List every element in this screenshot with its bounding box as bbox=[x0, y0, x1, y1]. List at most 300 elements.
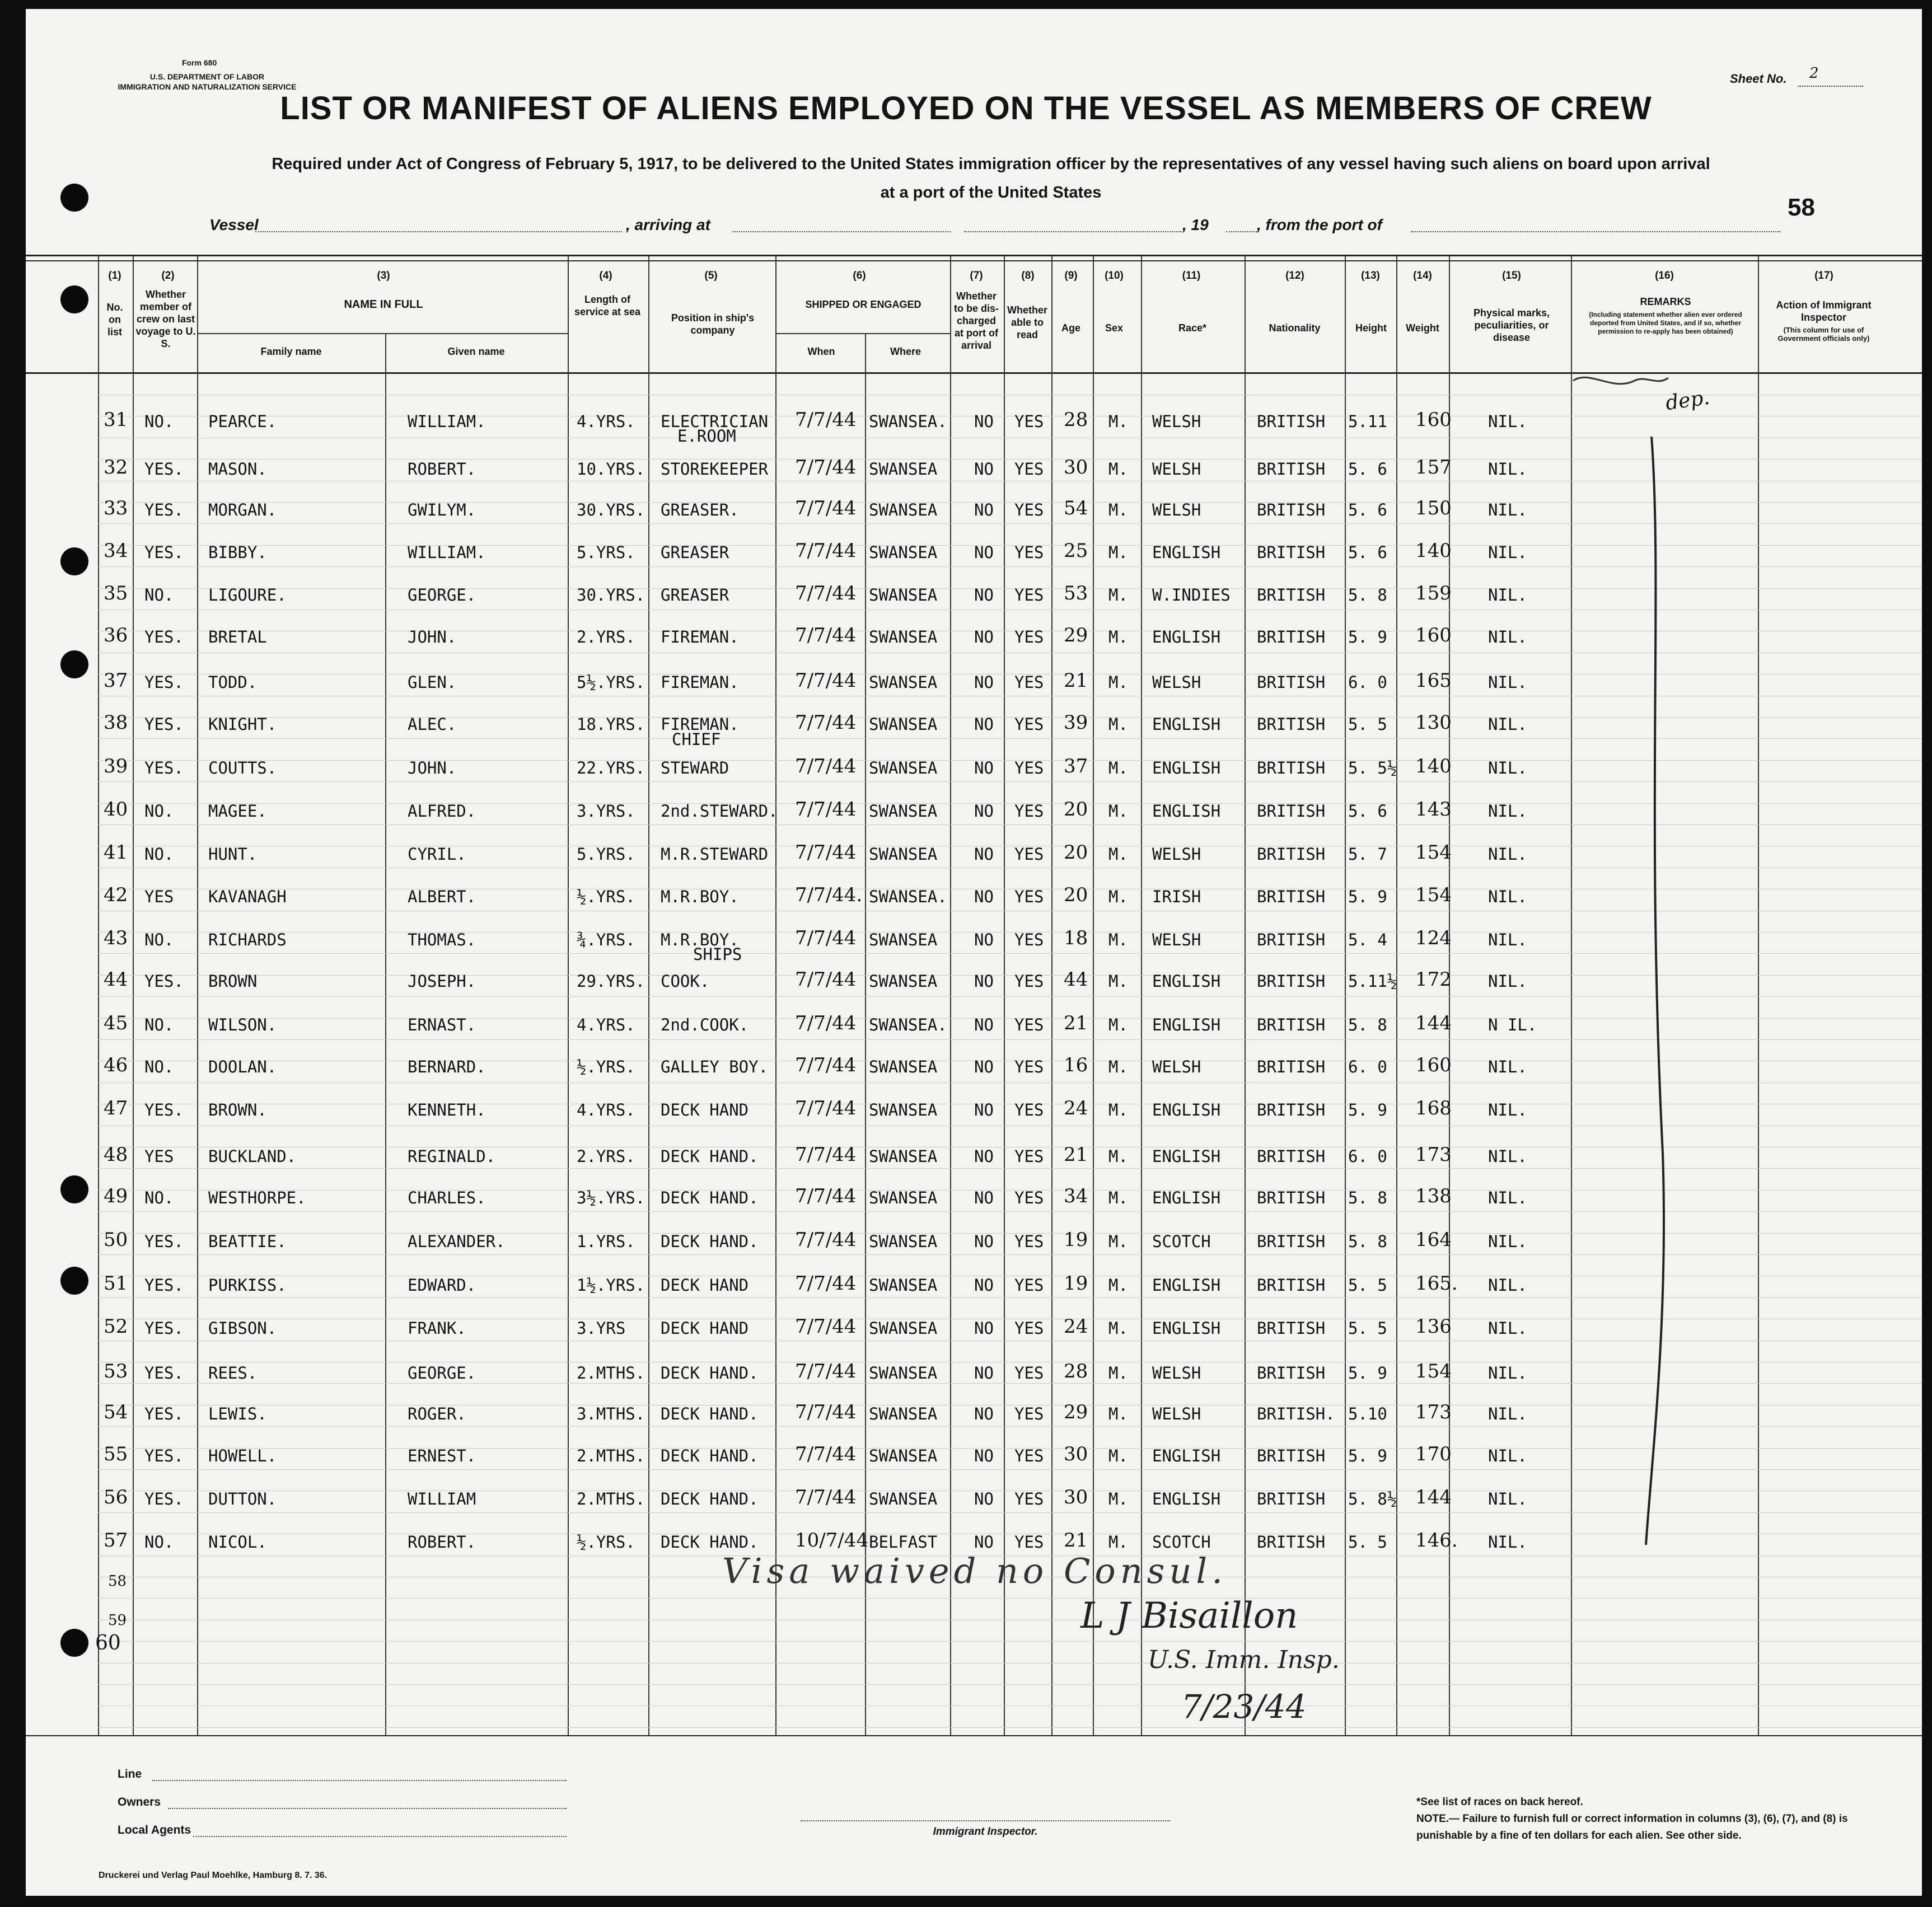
cell-sex: M. bbox=[1108, 412, 1128, 431]
printer-line: Druckerei und Verlag Paul Moehlke, Hamburg 8. 7. 36. bbox=[99, 1871, 328, 1880]
cell-when: 7/7/44 bbox=[795, 1443, 857, 1465]
cell-age: 20 bbox=[1064, 798, 1088, 821]
col-heading: REMARKS bbox=[1640, 296, 1691, 307]
cell-nat: BRITISH bbox=[1257, 1100, 1326, 1119]
cell-nat: BRITISH bbox=[1257, 1319, 1326, 1338]
cell-family: MORGAN. bbox=[208, 500, 277, 519]
cell-disch: NO bbox=[974, 1489, 994, 1508]
cell-where: SWANSEA bbox=[869, 543, 938, 562]
cell-nat: BRITISH bbox=[1257, 1057, 1326, 1076]
cell-no: 36 bbox=[104, 624, 128, 646]
cell-where: SWANSEA. bbox=[869, 1015, 947, 1034]
cell-family: COUTTS. bbox=[208, 758, 277, 777]
cell-no: 34 bbox=[104, 540, 128, 562]
col-heading: Given name bbox=[447, 346, 505, 357]
page-title: LIST OR MANIFEST OF ALIENS EMPLOYED ON THE VESSEL AS MEMBERS OF CREW bbox=[280, 90, 1652, 126]
cell-read: YES bbox=[1014, 1100, 1044, 1119]
cell-sex: M. bbox=[1108, 1319, 1128, 1338]
cell-marks: NIL. bbox=[1488, 673, 1527, 692]
agents-label: Local Agents bbox=[118, 1824, 191, 1836]
cell-no: 48 bbox=[104, 1144, 128, 1166]
cell-no: 50 bbox=[104, 1229, 128, 1251]
cell-nat: BRITISH bbox=[1257, 1533, 1326, 1552]
cell-height: 5. 4 bbox=[1348, 930, 1387, 949]
cell-service: 1½.YRS. bbox=[577, 1276, 645, 1295]
cell-when: 7/7/44 bbox=[795, 1401, 857, 1423]
cell-given: ALBERT. bbox=[408, 887, 476, 906]
cell-position: DECK HAND. bbox=[661, 1188, 759, 1207]
col-num: (6) bbox=[853, 270, 866, 282]
cell-position: COOK. bbox=[661, 972, 710, 991]
cell-nat: BRITISH bbox=[1257, 673, 1326, 692]
col-heading: NAME IN FULL bbox=[344, 298, 423, 311]
punch-hole bbox=[60, 1629, 88, 1657]
page-number: 58 bbox=[1788, 194, 1815, 221]
cell-height: 5.11 bbox=[1348, 412, 1387, 431]
cell-where: SWANSEA bbox=[869, 1188, 938, 1207]
cell-race: SCOTCH bbox=[1152, 1232, 1211, 1251]
cell-when: 7/7/44 bbox=[795, 755, 857, 777]
cell-when: 7/7/44 bbox=[795, 1144, 857, 1166]
punch-hole bbox=[60, 184, 88, 212]
cell-family: KAVANAGH bbox=[208, 887, 287, 906]
year-field bbox=[1226, 231, 1257, 232]
col-num: (3) bbox=[377, 270, 390, 282]
cell-age: 37 bbox=[1064, 755, 1088, 777]
cell-age: 39 bbox=[1064, 711, 1088, 734]
col-num: (12) bbox=[1285, 270, 1304, 282]
col-heading: Length of service at sea bbox=[574, 294, 641, 317]
cell-given: ERNAST. bbox=[408, 1015, 476, 1034]
cell-family: BROWN bbox=[208, 972, 258, 991]
cell-given: ROBERT. bbox=[408, 1533, 476, 1552]
cell-marks: NIL. bbox=[1488, 1319, 1527, 1338]
cell-no: 31 bbox=[104, 409, 128, 431]
row-line bbox=[98, 1641, 1922, 1642]
cell-no: 45 bbox=[104, 1012, 128, 1034]
cell-family: GIBSON. bbox=[208, 1319, 277, 1338]
cell-no: 54 bbox=[104, 1401, 128, 1423]
cell-race: ENGLISH bbox=[1152, 1188, 1221, 1207]
cell-position: DECK HAND. bbox=[661, 1446, 759, 1465]
cell-age: 30 bbox=[1064, 1486, 1088, 1508]
position-extra: CHIEF bbox=[672, 730, 721, 749]
form-number: Form 680 bbox=[182, 58, 217, 67]
cell-where: SWANSEA bbox=[869, 802, 938, 821]
cell-nat: BRITISH bbox=[1257, 543, 1326, 562]
cell-family: NICOL. bbox=[208, 1533, 267, 1552]
cell-read: YES bbox=[1014, 543, 1044, 562]
cell-marks: NIL. bbox=[1488, 500, 1527, 519]
scan-border-left bbox=[0, 0, 26, 1907]
cell-family: HOWELL. bbox=[208, 1446, 277, 1465]
cell-disch: NO bbox=[974, 673, 994, 692]
cell-last: NO. bbox=[144, 1188, 174, 1207]
cell-where: SWANSEA bbox=[869, 972, 938, 991]
cell-disch: NO bbox=[974, 1015, 994, 1034]
cell-service: 3½.YRS. bbox=[577, 1188, 645, 1207]
col-heading: Height bbox=[1355, 322, 1387, 334]
visa-note: Visa waived no Consul. bbox=[722, 1550, 1227, 1591]
cell-race: ENGLISH bbox=[1152, 1100, 1221, 1119]
cell-last: NO. bbox=[144, 1057, 174, 1076]
cell-family: LEWIS. bbox=[208, 1404, 267, 1423]
col-heading-note: (Including statement whether alien ever ordered deported from United States, and if so, whether permission to re-apply has been obtained) bbox=[1589, 311, 1742, 335]
cell-sex: M. bbox=[1108, 1533, 1128, 1552]
cell-last: NO. bbox=[144, 412, 174, 431]
cell-when: 7/7/44 bbox=[795, 456, 857, 479]
cell-where: SWANSEA bbox=[869, 500, 938, 519]
col-heading: SHIPPED OR ENGAGED bbox=[805, 299, 921, 310]
cell-marks: NIL. bbox=[1488, 1364, 1527, 1383]
remarks-handwriting bbox=[1568, 369, 1803, 1556]
cell-nat: BRITISH bbox=[1257, 1147, 1326, 1166]
col-num: (15) bbox=[1502, 270, 1521, 282]
cell-where: SWANSEA bbox=[869, 1100, 938, 1119]
department-block bbox=[115, 72, 300, 92]
cell-family: LIGOURE. bbox=[208, 585, 287, 605]
cell-given: WILLIAM. bbox=[408, 543, 486, 562]
cell-when: 7/7/44 bbox=[795, 1229, 857, 1251]
cell-when: 7/7/44. bbox=[795, 884, 863, 906]
cell-disch: NO bbox=[974, 1057, 994, 1076]
cell-where: SWANSEA bbox=[869, 673, 938, 692]
cell-position: M.R.STEWARD bbox=[661, 845, 769, 864]
cell-age: 21 bbox=[1064, 669, 1088, 692]
cell-disch: NO bbox=[974, 715, 994, 734]
cell-family: BRETAL bbox=[208, 627, 267, 646]
vessel-label: Vessel bbox=[209, 216, 259, 233]
cell-race: WELSH bbox=[1152, 1057, 1201, 1076]
cell-marks: NIL. bbox=[1488, 1404, 1527, 1423]
cell-no: 38 bbox=[104, 711, 128, 734]
cell-given: GEORGE. bbox=[408, 585, 476, 605]
cell-race: WELSH bbox=[1152, 1404, 1201, 1423]
cell-sex: M. bbox=[1108, 585, 1128, 605]
cell-when: 7/7/44 bbox=[795, 968, 857, 991]
col-num: (10) bbox=[1105, 270, 1124, 282]
cell-where: SWANSEA bbox=[869, 1147, 938, 1166]
cell-age: 53 bbox=[1064, 582, 1088, 605]
cell-read: YES bbox=[1014, 1404, 1044, 1423]
cell-last: YES. bbox=[144, 1364, 184, 1383]
cell-no: 40 bbox=[104, 798, 128, 821]
cell-position: GREASER bbox=[661, 585, 729, 605]
cell-service: 2.MTHS. bbox=[577, 1489, 645, 1508]
col-heading: Sex bbox=[1105, 322, 1124, 334]
cell-read: YES bbox=[1014, 715, 1044, 734]
cell-age: 21 bbox=[1064, 1144, 1088, 1166]
cell-read: YES bbox=[1014, 1015, 1044, 1034]
inspector-signature: L J Bisaillon bbox=[1080, 1595, 1298, 1637]
cell-position: FIREMAN. bbox=[661, 627, 739, 646]
cell-family: RICHARDS bbox=[208, 930, 287, 949]
cell-given: GLEN. bbox=[408, 673, 457, 692]
cell-service: 2.YRS. bbox=[577, 627, 635, 646]
cell-last: YES. bbox=[144, 673, 184, 692]
cell-when: 7/7/44 bbox=[795, 1315, 857, 1338]
cell-given: KENNETH. bbox=[408, 1100, 486, 1119]
cell-position: STOREKEEPER bbox=[661, 460, 769, 479]
cell-height: 5. 5 bbox=[1348, 1533, 1387, 1552]
cell-race: IRISH bbox=[1152, 887, 1201, 906]
cell-service: 2.MTHS. bbox=[577, 1364, 645, 1383]
cell-age: 21 bbox=[1064, 1012, 1088, 1034]
empty-row-number: 59 bbox=[108, 1612, 127, 1629]
cell-marks: NIL. bbox=[1488, 802, 1527, 821]
cell-last: NO. bbox=[144, 1533, 174, 1552]
cell-read: YES bbox=[1014, 1188, 1044, 1207]
cell-marks: NIL. bbox=[1488, 412, 1527, 431]
cell-age: 21 bbox=[1064, 1529, 1088, 1552]
cell-service: 3.MTHS. bbox=[577, 1404, 645, 1423]
cell-height: 5. 8 bbox=[1348, 1232, 1387, 1251]
cell-last: YES. bbox=[144, 1489, 184, 1508]
cell-height: 5.11½ bbox=[1348, 972, 1397, 991]
cell-sex: M. bbox=[1108, 802, 1128, 821]
cell-given: JOHN. bbox=[408, 627, 457, 646]
cell-where: SWANSEA bbox=[869, 758, 938, 777]
cell-no: 44 bbox=[104, 968, 128, 991]
cell-disch: NO bbox=[974, 972, 994, 991]
cell-given: CHARLES. bbox=[408, 1188, 486, 1207]
cell-weight: 160 bbox=[1415, 409, 1452, 431]
cell-nat: BRITISH bbox=[1257, 802, 1326, 821]
cell-race: WELSH bbox=[1152, 1364, 1201, 1383]
cell-height: 5. 8½ bbox=[1348, 1489, 1397, 1508]
cell-disch: NO bbox=[974, 627, 994, 646]
cell-marks: NIL. bbox=[1488, 543, 1527, 562]
cell-sex: M. bbox=[1108, 1446, 1128, 1465]
cell-service: 5.YRS. bbox=[577, 543, 635, 562]
cell-read: YES bbox=[1014, 802, 1044, 821]
col-heading-note: (This column for use of Government officials only) bbox=[1777, 326, 1870, 343]
subtitle-line1: Required under Act of Congress of February 5, 1917, to be delivered to the United States immigration officer by the representatives of any vessel having such aliens on board upon arrival bbox=[272, 155, 1710, 173]
cell-disch: NO bbox=[974, 930, 994, 949]
cell-given: WILLIAM bbox=[408, 1489, 476, 1508]
cell-no: 56 bbox=[104, 1486, 128, 1508]
cell-position: DECK HAND bbox=[661, 1276, 749, 1295]
punch-hole bbox=[60, 285, 88, 313]
cell-family: DUTTON. bbox=[208, 1489, 277, 1508]
cell-nat: BRITISH bbox=[1257, 1015, 1326, 1034]
cell-position: DECK HAND. bbox=[661, 1489, 759, 1508]
cell-marks: NIL. bbox=[1488, 930, 1527, 949]
cell-disch: NO bbox=[974, 887, 994, 906]
cell-no: 47 bbox=[104, 1097, 128, 1119]
cell-no: 33 bbox=[104, 497, 128, 519]
cell-age: 19 bbox=[1064, 1272, 1088, 1295]
cell-last: NO. bbox=[144, 802, 174, 821]
cell-weight: 140 bbox=[1415, 755, 1452, 777]
cell-no: 46 bbox=[104, 1054, 128, 1076]
col-num: (9) bbox=[1064, 270, 1078, 282]
races-note: *See list of races on back hereof. bbox=[1416, 1796, 1583, 1808]
col-num: (17) bbox=[1814, 270, 1833, 282]
cell-disch: NO bbox=[974, 1188, 994, 1207]
cell-where: SWANSEA. bbox=[869, 887, 947, 906]
cell-race: ENGLISH bbox=[1152, 1489, 1221, 1508]
cell-race: ENGLISH bbox=[1152, 627, 1221, 646]
owners-field bbox=[168, 1808, 567, 1809]
col-num: (4) bbox=[599, 270, 612, 282]
cell-height: 5. 6 bbox=[1348, 543, 1387, 562]
cell-weight: 160 bbox=[1415, 1054, 1452, 1076]
cell-no: 52 bbox=[104, 1315, 128, 1338]
cell-weight: 140 bbox=[1415, 540, 1452, 562]
cell-race: ENGLISH bbox=[1152, 1015, 1221, 1034]
cell-weight: 154 bbox=[1415, 1360, 1452, 1383]
cell-when: 7/7/44 bbox=[795, 1185, 857, 1207]
col-heading: When bbox=[807, 346, 835, 357]
cell-age: 24 bbox=[1064, 1315, 1088, 1338]
cell-age: 16 bbox=[1064, 1054, 1088, 1076]
cell-height: 5. 9 bbox=[1348, 1364, 1387, 1383]
cell-last: NO. bbox=[144, 585, 174, 605]
cell-where: SWANSEA bbox=[869, 585, 938, 605]
cell-last: YES. bbox=[144, 1276, 184, 1295]
cell-when: 7/7/44 bbox=[795, 1097, 857, 1119]
cell-disch: NO bbox=[974, 412, 994, 431]
cell-race: SCOTCH bbox=[1152, 1533, 1211, 1552]
col-heading: Whether to be dis-charged at port of arrival bbox=[954, 290, 999, 351]
cell-given: JOSEPH. bbox=[408, 972, 476, 991]
penalty-note: NOTE.— Failure to furnish full or correct information in columns (3), (6), (7), and (8) is punishable by a fine of ten dollars for each alien. See other side. bbox=[1416, 1813, 1848, 1842]
cell-service: 10.YRS. bbox=[577, 460, 645, 479]
cell-sex: M. bbox=[1108, 1057, 1128, 1076]
cell-race: ENGLISH bbox=[1152, 1276, 1221, 1295]
cell-service: ¾.YRS. bbox=[577, 930, 635, 949]
cell-where: SWANSEA. bbox=[869, 412, 947, 431]
cell-weight: 168 bbox=[1415, 1097, 1452, 1119]
cell-given: ALFRED. bbox=[408, 802, 476, 821]
cell-where: SWANSEA bbox=[869, 1489, 938, 1508]
cell-read: YES bbox=[1014, 460, 1044, 479]
cell-when: 7/7/44 bbox=[795, 624, 857, 646]
inspector-field bbox=[801, 1820, 1170, 1821]
cell-when: 7/7/44 bbox=[795, 540, 857, 562]
col-heading: Whether able to read bbox=[1007, 304, 1047, 340]
cell-position: DECK HAND. bbox=[661, 1147, 759, 1166]
cell-where: SWANSEA bbox=[869, 845, 938, 864]
col-heading: Where bbox=[890, 346, 921, 357]
cell-last: NO. bbox=[144, 930, 174, 949]
cell-marks: NIL. bbox=[1488, 887, 1527, 906]
cell-race: W.INDIES bbox=[1152, 585, 1231, 605]
cell-nat: BRITISH bbox=[1257, 715, 1326, 734]
cell-service: 30.YRS. bbox=[577, 585, 645, 605]
cell-where: SWANSEA bbox=[869, 627, 938, 646]
cell-last: YES. bbox=[144, 627, 184, 646]
cell-weight: 136 bbox=[1415, 1315, 1452, 1338]
cell-height: 6. 0 bbox=[1348, 1057, 1387, 1076]
cell-last: YES bbox=[144, 887, 174, 906]
table-top-rule bbox=[26, 255, 1922, 256]
sheet-label: Sheet No. bbox=[1730, 72, 1787, 86]
cell-service: ½.YRS. bbox=[577, 887, 635, 906]
table-top-rule-2 bbox=[26, 260, 1922, 261]
col-num: (1) bbox=[108, 270, 121, 282]
cell-where: SWANSEA bbox=[869, 1364, 938, 1383]
cell-position: 2nd.STEWARD. bbox=[661, 802, 778, 821]
cell-read: YES bbox=[1014, 1147, 1044, 1166]
signature-date: 7/23/44 bbox=[1181, 1688, 1307, 1726]
cell-when: 7/7/44 bbox=[795, 497, 857, 519]
cell-sex: M. bbox=[1108, 1489, 1128, 1508]
cell-nat: BRITISH bbox=[1257, 972, 1326, 991]
cell-read: YES bbox=[1014, 1276, 1044, 1295]
cell-sex: M. bbox=[1108, 1364, 1128, 1383]
cell-disch: NO bbox=[974, 543, 994, 562]
cell-read: YES bbox=[1014, 627, 1044, 646]
cell-service: 5.YRS. bbox=[577, 845, 635, 864]
cell-disch: NO bbox=[974, 1364, 994, 1383]
cell-age: 28 bbox=[1064, 409, 1088, 431]
cell-service: ½.YRS. bbox=[577, 1533, 635, 1552]
cell-marks: NIL. bbox=[1488, 758, 1527, 777]
cell-weight: 173 bbox=[1415, 1401, 1452, 1423]
cell-last: YES. bbox=[144, 543, 184, 562]
col-heading: No. on list bbox=[106, 302, 123, 338]
cell-where: SWANSEA bbox=[869, 1057, 938, 1076]
cell-sex: M. bbox=[1108, 715, 1128, 734]
cell-family: KNIGHT. bbox=[208, 715, 277, 734]
cell-race: WELSH bbox=[1152, 412, 1201, 431]
cell-sex: M. bbox=[1108, 1015, 1128, 1034]
cell-sex: M. bbox=[1108, 972, 1128, 991]
cell-last: YES. bbox=[144, 1319, 184, 1338]
cell-disch: NO bbox=[974, 460, 994, 479]
cell-sex: M. bbox=[1108, 1232, 1128, 1251]
cell-given: WILLIAM. bbox=[408, 412, 486, 431]
cell-no: 51 bbox=[104, 1272, 128, 1295]
cell-age: 30 bbox=[1064, 456, 1088, 479]
cell-race: WELSH bbox=[1152, 930, 1201, 949]
cell-race: WELSH bbox=[1152, 845, 1201, 864]
cell-last: YES. bbox=[144, 758, 184, 777]
cell-height: 5. 5 bbox=[1348, 1319, 1387, 1338]
cell-marks: NIL. bbox=[1488, 1446, 1527, 1465]
cell-weight: 150 bbox=[1415, 497, 1452, 519]
cell-sex: M. bbox=[1108, 1100, 1128, 1119]
cell-age: 44 bbox=[1064, 968, 1088, 991]
cell-where: SWANSEA bbox=[869, 1446, 938, 1465]
cell-sex: M. bbox=[1108, 627, 1128, 646]
cell-weight: 172 bbox=[1415, 968, 1452, 991]
cell-height: 5. 8 bbox=[1348, 1188, 1387, 1207]
cell-height: 6. 0 bbox=[1348, 1147, 1387, 1166]
cell-given: ALEC. bbox=[408, 715, 457, 734]
line-field bbox=[152, 1780, 567, 1781]
cell-given: REGINALD. bbox=[408, 1147, 496, 1166]
cell-height: 5. 5 bbox=[1348, 715, 1387, 734]
cell-age: 30 bbox=[1064, 1443, 1088, 1465]
cell-sex: M. bbox=[1108, 1147, 1128, 1166]
cell-height: 5.10 bbox=[1348, 1404, 1387, 1423]
cell-given: ALEXANDER. bbox=[408, 1232, 506, 1251]
cell-race: ENGLISH bbox=[1152, 543, 1221, 562]
cell-marks: NIL. bbox=[1488, 715, 1527, 734]
cell-no: 32 bbox=[104, 456, 128, 479]
cell-service: ½.YRS. bbox=[577, 1057, 635, 1076]
year-label: , 19 bbox=[1182, 216, 1209, 233]
cell-last: YES. bbox=[144, 500, 184, 519]
cell-sex: M. bbox=[1108, 1276, 1128, 1295]
cell-weight: 165. bbox=[1415, 1272, 1458, 1295]
cell-weight: 154 bbox=[1415, 884, 1452, 906]
row-line bbox=[98, 1727, 1922, 1728]
col-num: (7) bbox=[970, 270, 983, 282]
